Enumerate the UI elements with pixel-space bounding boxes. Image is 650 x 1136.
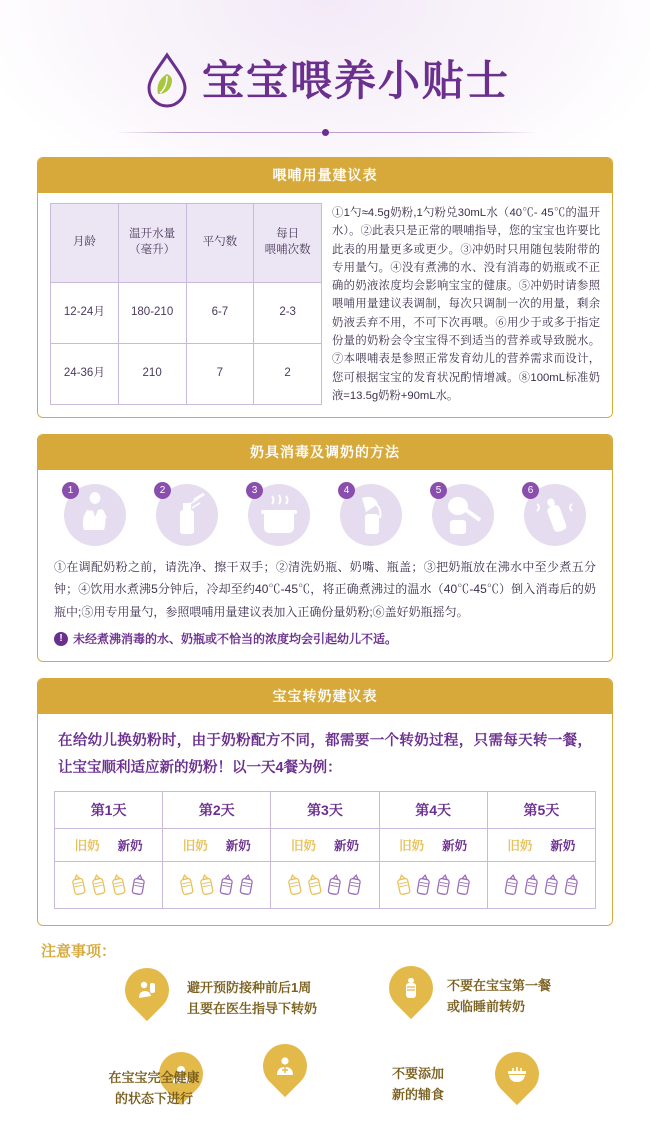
legend-old-label: 旧奶 xyxy=(290,839,316,854)
old-milk-bottle-icon xyxy=(198,873,215,897)
old-milk-bottle-icon xyxy=(178,873,195,897)
warning-text: 未经煮沸消毒的水、奶瓶或不恰当的浓度均会引起幼儿不适。 xyxy=(73,631,398,646)
col-scoops-line1: 平勺数 xyxy=(202,236,238,249)
baby-feeding-icon xyxy=(125,968,169,1012)
note-line: 在宝宝完全健康 xyxy=(108,1070,200,1086)
new-milk-bottle-icon xyxy=(326,873,343,897)
sterilize-body xyxy=(38,470,612,661)
note-text-1 xyxy=(187,978,387,1020)
feeding-table-body xyxy=(38,193,612,417)
old-milk-bottle-icon xyxy=(286,873,303,897)
day-cell: 第3天 xyxy=(271,792,379,829)
legend-old-label: 旧奶 xyxy=(399,839,425,854)
warning-icon: ! xyxy=(54,632,68,646)
step-circle xyxy=(340,484,402,546)
new-milk-bottle-icon xyxy=(523,873,540,897)
sterilize-instructions: ①在调配奶粉之前，请洗净、擦干双手；②清洗奶瓶、奶嘴、瓶盖；③把奶瓶放在沸水中至少煮五分钟；④饮用水煮沸5分钟后，冷却至约40℃-45℃，将正确煮沸过的温水（40℃-45℃）倒入消毒后的奶瓶中;⑤用专用量勺，参照喂哺用量建议表加入正确份量奶粉;⑥盖好奶瓶摇匀。 xyxy=(54,560,596,619)
step-circle xyxy=(432,484,494,546)
days-row xyxy=(55,792,596,829)
cell-scoops: 7 xyxy=(186,344,254,405)
step-4 xyxy=(334,484,408,546)
step-number: 4 xyxy=(338,482,355,499)
step-number: 2 xyxy=(154,482,171,499)
new-milk-bottle-icon xyxy=(218,873,235,897)
note-line: 避开预防接种前后1周 xyxy=(187,980,312,996)
step-number: 1 xyxy=(62,482,79,499)
table-header-row xyxy=(51,204,322,283)
bottle-cell-day3 xyxy=(271,862,379,909)
feeding-notes: ①1勺≈4.5g奶粉,1勺粉兑30mL水（40℃- 45℃的温开水）。②此表只是正常的喂哺指导，您的宝宝也许要比此表的用量更多或更少。③冲奶时只用随包装附带的专用量勺。④没有煮沸的水、没有消毒的奶瓶或不正确的奶液浓度均会影响宝宝的健康。⑤冲奶时请参照喂哺用量建议表调制，每次只调制一次的用量，剩余奶液丢弃不用，不可下次再喂。⑥用少于或多于指定份量的奶粉会令宝宝得不到适当的营养或导致脱水。⑦本喂哺表是参照正常发育幼儿的营养需求而设计，您可根据宝宝的发育状况酌情增减。⑧100mL标准奶液=13.5g奶粉+90mL水。 xyxy=(332,207,600,402)
cell-age: 12-24月 xyxy=(51,283,119,344)
note-line: 或临睡前转奶 xyxy=(447,999,526,1015)
col-times-line2: 喂哺次数 xyxy=(264,244,311,256)
bottle-cell-day4 xyxy=(379,862,487,909)
new-milk-bottle-icon xyxy=(563,873,580,897)
baby-bottle-icon xyxy=(389,966,433,1010)
legend-new-label: 新奶 xyxy=(442,839,468,854)
title-row xyxy=(0,52,650,110)
switch-milk-lead: 在给幼儿换奶粉时，由于奶粉配方不同，都需要一个转奶过程，只需每天转一餐，让宝宝顺利适应新的奶粉！以一天4餐为例： xyxy=(58,732,592,776)
steps-row xyxy=(54,484,596,552)
old-milk-bottle-icon xyxy=(306,873,323,897)
legend-cell xyxy=(379,829,487,862)
col-age-line1: 月龄 xyxy=(72,236,96,249)
step-circle xyxy=(64,484,126,546)
switch-milk-heading: 宝宝转奶建议表 xyxy=(38,679,612,714)
step-circle xyxy=(156,484,218,546)
step-6 xyxy=(518,484,592,546)
legend-old-label: 旧奶 xyxy=(507,839,533,854)
step-number: 3 xyxy=(246,482,263,499)
legend-cell xyxy=(163,829,271,862)
new-milk-bottle-icon xyxy=(435,873,452,897)
pin-doctor xyxy=(263,1044,307,1100)
new-milk-bottle-icon xyxy=(130,873,147,897)
old-milk-bottle-icon xyxy=(395,873,412,897)
new-milk-bottle-icon xyxy=(543,873,560,897)
col-scoops xyxy=(186,204,254,283)
legend-new-label: 新奶 xyxy=(225,839,251,854)
day-cell: 第2天 xyxy=(163,792,271,829)
new-milk-bottle-icon xyxy=(346,873,363,897)
table-row xyxy=(51,283,322,344)
old-milk-bottle-icon xyxy=(110,873,127,897)
step-5 xyxy=(426,484,500,546)
col-water-line2: （毫升） xyxy=(129,244,176,256)
legend-cell xyxy=(487,829,595,862)
note-text-4 xyxy=(333,1064,503,1106)
notes-section xyxy=(37,940,613,1130)
sterilize-heading: 奶具消毒及调奶的方法 xyxy=(38,435,612,470)
step-3 xyxy=(242,484,316,546)
day-cell: 第1天 xyxy=(55,792,163,829)
note-line: 不要在宝宝第一餐 xyxy=(447,978,552,994)
note-line: 且要在医生指导下转奶 xyxy=(187,1001,318,1017)
bottle-cell-day1 xyxy=(55,862,163,909)
note-line: 不要添加 xyxy=(391,1066,444,1082)
col-water-line1: 温开水量 xyxy=(129,228,176,241)
legend-old-label: 旧奶 xyxy=(74,839,100,854)
new-milk-bottle-icon xyxy=(415,873,432,897)
day-cell: 第4天 xyxy=(379,792,487,829)
switch-milk-table xyxy=(54,791,596,909)
notes-title: 注意事项： xyxy=(41,943,117,961)
bottle-cell-day2 xyxy=(163,862,271,909)
note-text-2 xyxy=(447,976,647,1018)
pin-baby-bottle xyxy=(389,966,433,1022)
pin-baby-feeding xyxy=(125,968,169,1024)
note-line: 的状态下进行 xyxy=(114,1091,193,1107)
day-cell: 第5天 xyxy=(487,792,595,829)
old-milk-bottle-icon xyxy=(90,873,107,897)
doctor-icon xyxy=(263,1044,307,1088)
col-water xyxy=(118,204,186,283)
title-divider xyxy=(115,132,535,133)
new-milk-bottle-icon xyxy=(455,873,472,897)
legend-old-label: 旧奶 xyxy=(182,839,208,854)
cell-times: 2 xyxy=(254,344,322,405)
legend-cell xyxy=(55,829,163,862)
step-number: 5 xyxy=(430,482,447,499)
col-times-line1: 每日 xyxy=(276,228,300,241)
col-times xyxy=(254,204,322,283)
step-2 xyxy=(150,484,224,546)
cell-water: 180-210 xyxy=(118,283,186,344)
legend-row xyxy=(55,829,596,862)
table-row xyxy=(51,344,322,405)
sterilize-warning xyxy=(54,630,596,647)
step-1 xyxy=(58,484,132,546)
new-milk-bottle-icon xyxy=(238,873,255,897)
step-circle xyxy=(248,484,310,546)
legend-new-label: 新奶 xyxy=(333,839,359,854)
page-title: 宝宝喂养小贴士 xyxy=(201,56,510,104)
feeding-table-heading: 喂哺用量建议表 xyxy=(38,158,612,193)
food-bowl-icon xyxy=(495,1052,539,1096)
sterilize-panel xyxy=(37,434,613,662)
legend-new-label: 新奶 xyxy=(550,839,576,854)
feeding-table xyxy=(50,203,322,405)
note-line: 新的辅食 xyxy=(391,1087,444,1103)
old-milk-bottle-icon xyxy=(70,873,87,897)
cell-times: 2-3 xyxy=(254,283,322,344)
new-milk-bottle-icon xyxy=(503,873,520,897)
feeding-table-panel xyxy=(37,157,613,418)
step-circle xyxy=(524,484,586,546)
note-text-3 xyxy=(59,1068,249,1110)
page-header xyxy=(0,0,650,133)
bottles-row xyxy=(55,862,596,909)
cell-scoops: 6-7 xyxy=(186,283,254,344)
droplet-leaf-icon xyxy=(140,52,194,110)
cell-water: 210 xyxy=(118,344,186,405)
legend-new-label: 新奶 xyxy=(117,839,143,854)
switch-milk-panel xyxy=(37,678,613,927)
legend-cell xyxy=(271,829,379,862)
cell-age: 24-36月 xyxy=(51,344,119,405)
bottle-cell-day5 xyxy=(487,862,595,909)
pin-food-bowl xyxy=(495,1052,539,1108)
step-number: 6 xyxy=(522,482,539,499)
col-age xyxy=(51,204,119,283)
switch-milk-body xyxy=(38,714,612,926)
